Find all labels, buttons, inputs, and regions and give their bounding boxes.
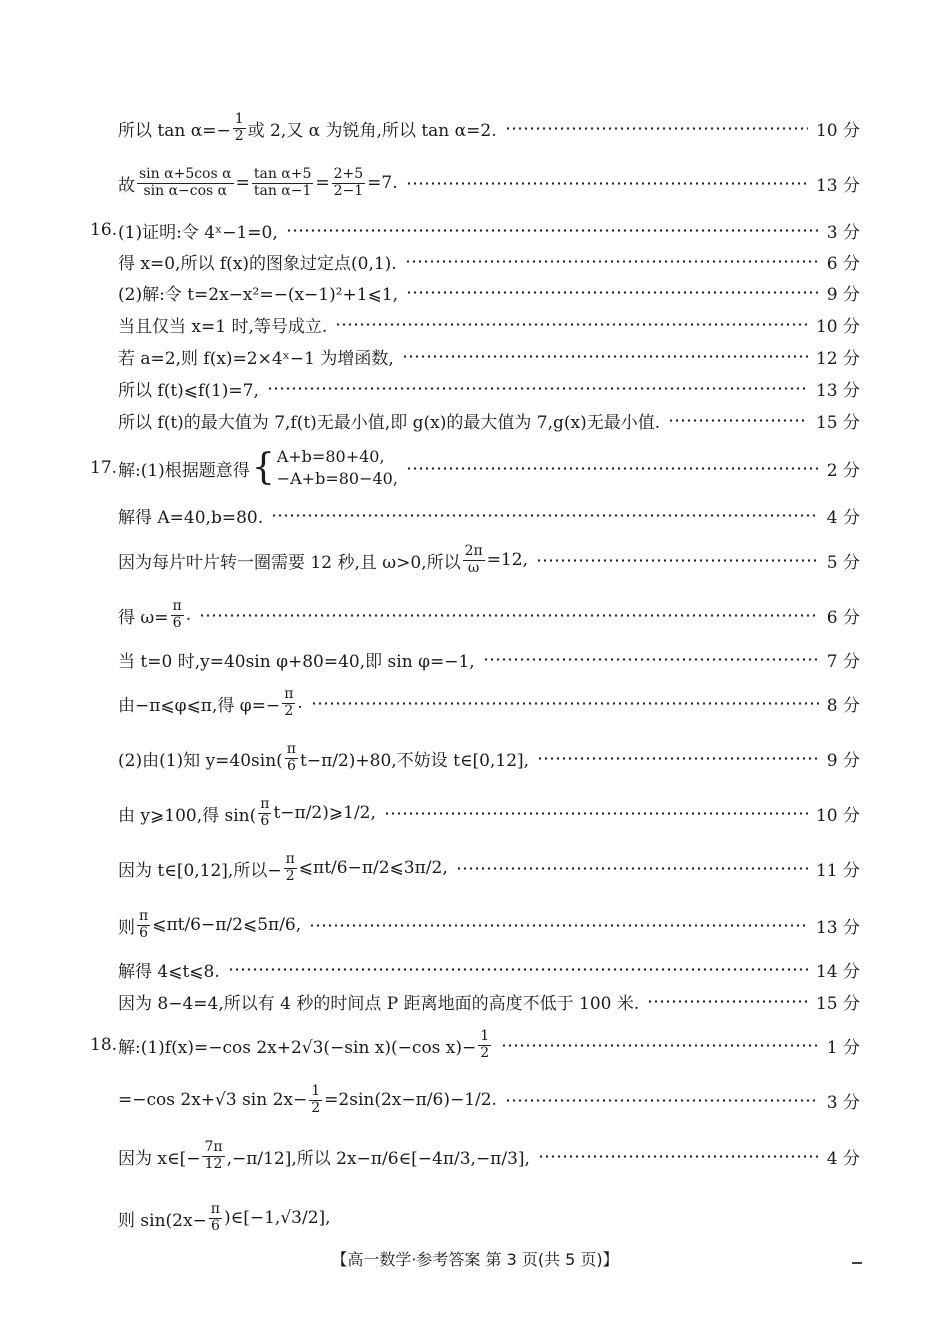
- line-text: 则 sin(2x−: [118, 1210, 207, 1231]
- line-text-after: ⩽πt/6−π/2⩽5π/6,: [152, 915, 302, 935]
- line-text-after: ,−π/12],所以 2x−π/6∈[−4π/3,−π/3],: [226, 1148, 530, 1169]
- answer-line: [90, 1025, 860, 1065]
- line-content: [118, 989, 639, 1014]
- fraction: [137, 909, 150, 941]
- brace-icon: {: [251, 447, 275, 488]
- denominator: 6: [172, 614, 182, 631]
- dot-leader: [228, 968, 808, 971]
- line-content: [118, 280, 398, 305]
- dot-leader: [311, 702, 819, 705]
- equation: −A+b=80−40,: [276, 469, 398, 488]
- line-content: [118, 647, 475, 672]
- fraction: [233, 112, 246, 144]
- line-content: [118, 1202, 331, 1234]
- dot-leader: [384, 812, 808, 815]
- numerator: 1: [311, 1083, 321, 1100]
- score-points: 10 分: [815, 316, 860, 337]
- answer-line: [90, 639, 860, 679]
- denominator: 2−1: [333, 182, 364, 199]
- line-content: [118, 742, 529, 774]
- line-text-after: .: [185, 605, 192, 625]
- line-content: [118, 957, 220, 982]
- score-points: 7 分: [826, 651, 860, 672]
- answer-line: [90, 163, 860, 203]
- line-content: [118, 249, 397, 274]
- line-content: [118, 544, 528, 576]
- score-points: 3 分: [826, 222, 860, 243]
- line-text: 当且仅当 x=1 时,等号成立.: [118, 316, 328, 337]
- answer-line: [90, 793, 860, 833]
- line-text: 若 a=2,则 f(x)=2×4ˣ−1 为增函数,: [118, 348, 394, 369]
- answer-line: [90, 108, 860, 148]
- line-text: 故: [118, 175, 135, 196]
- numerator: 2π: [464, 543, 483, 560]
- line-content: [118, 167, 398, 199]
- fraction: [463, 544, 485, 576]
- score-points: 13 分: [815, 380, 860, 401]
- line-text: 所以 tan α=−: [118, 120, 231, 141]
- score-points: 11 分: [815, 860, 860, 881]
- line-text-after: =7.: [367, 173, 398, 193]
- dot-leader: [405, 260, 819, 263]
- fraction: [478, 1029, 491, 1061]
- line-content: [118, 909, 301, 941]
- dot-leader: [199, 614, 819, 617]
- denominator: ω: [467, 559, 480, 576]
- numerator: 7π: [204, 1139, 223, 1156]
- denominator: 2: [284, 702, 294, 719]
- dot-leader: [406, 291, 819, 294]
- dot-leader: [536, 559, 819, 562]
- line-text: 解:(1)根据题意得: [118, 460, 250, 481]
- line-text-after: .: [297, 693, 303, 713]
- score-points: 6 分: [826, 253, 860, 274]
- page-footer: 【高一数学·参考答案 第 3 页(共 5 页)】: [331, 1250, 619, 1269]
- score-points: 12 分: [815, 348, 860, 369]
- dot-leader: [538, 1155, 819, 1158]
- line-text-after: t−π/2)+80,不妨设 t∈[0,12],: [300, 750, 530, 771]
- dot-leader: [483, 658, 819, 661]
- line-content: [118, 1140, 530, 1172]
- line-text: 得 ω=: [118, 607, 169, 628]
- score-points: 15 分: [815, 993, 860, 1014]
- line-content: [118, 408, 660, 433]
- answer-line: [90, 981, 860, 1021]
- numerator: π: [172, 598, 182, 615]
- dot-leader: [668, 419, 808, 422]
- line-text-after: =2sin(2x−π/6)−1/2.: [324, 1090, 497, 1110]
- score-points: 9 分: [826, 750, 860, 771]
- denominator: tan α−1: [253, 182, 312, 199]
- line-text: 因为每片叶片转一圈需要 12 秒,且 ω>0,所以: [118, 552, 461, 573]
- answer-line: [90, 595, 860, 635]
- dot-leader: [335, 323, 808, 326]
- line-text-after: ⩽πt/6−π/2⩽3π/2,: [298, 858, 448, 878]
- line-text-after: )∈[−1,√3/2],: [224, 1208, 331, 1228]
- numerator: sin α+5cos α: [139, 166, 232, 183]
- line-text: 当 t=0 时,y=40sin φ+80=40,即 sin φ=−1,: [118, 651, 475, 672]
- line-text: 因为 8−4=4,所以有 4 秒的时间点 P 距离地面的高度不低于 100 米.: [118, 993, 640, 1014]
- line-text: 因为 t∈[0,12],所以−: [118, 860, 282, 881]
- score-points: 14 分: [815, 961, 860, 982]
- fraction: [252, 167, 314, 199]
- answer-line: [90, 540, 860, 580]
- score-points: 4 分: [826, 1148, 860, 1169]
- fraction: [332, 167, 366, 199]
- numerator: 1: [480, 1028, 490, 1045]
- answer-line: [90, 738, 860, 778]
- corner-mark: [852, 1262, 862, 1264]
- line-content: [118, 344, 394, 369]
- line-text: 由−π⩽φ⩽π,得 φ=−: [118, 695, 281, 716]
- score-points: 2 分: [826, 460, 860, 481]
- numerator: π: [139, 908, 149, 925]
- fraction: [171, 599, 184, 631]
- answer-line: [90, 495, 860, 535]
- numerator: tan α+5: [253, 166, 312, 183]
- denominator: 6: [260, 812, 270, 829]
- line-content: [118, 446, 398, 489]
- line-text: 所以 f(t)的最大值为 7,f(t)无最小值,即 g(x)的最大值为 7,g(x)无最小值.: [118, 412, 661, 433]
- dot-leader: [402, 355, 808, 358]
- score-points: 5 分: [826, 552, 860, 573]
- line-text: (2)由(1)知 y=40sin(: [118, 750, 283, 771]
- line-content: [118, 852, 448, 884]
- line-text: (2)解:令 t=2x−x²=−(x−1)²+1⩽1,: [118, 284, 399, 305]
- equation: A+b=80+40,: [276, 447, 385, 467]
- dot-leader: [309, 924, 808, 927]
- answer-line: [90, 683, 860, 723]
- score-points: 8 分: [826, 695, 860, 716]
- score-points: 13 分: [815, 175, 860, 196]
- line-text: 由 y⩾100,得 sin(: [118, 805, 257, 826]
- line-text-after: =12,: [486, 550, 528, 570]
- dot-leader: [406, 182, 808, 185]
- line-text: 则: [118, 917, 135, 938]
- answer-line: [90, 400, 860, 440]
- fraction: [282, 687, 295, 719]
- numerator: π: [286, 741, 296, 758]
- fraction: [258, 797, 271, 829]
- line-content: [118, 797, 376, 829]
- line-text: 因为 x∈[−: [118, 1148, 201, 1169]
- answer-line: [90, 1136, 860, 1176]
- line-text: 解得 4⩽t⩽8.: [118, 961, 220, 982]
- fraction: [137, 167, 234, 199]
- line-text-after: t−π/2)⩾1/2,: [273, 803, 376, 823]
- question-number: 16.: [90, 220, 118, 240]
- denominator: 2: [480, 1044, 490, 1061]
- fraction: [284, 852, 297, 884]
- answer-line: [90, 448, 860, 488]
- dot-leader: [505, 127, 808, 130]
- line-text: 解得 A=40,b=80.: [118, 507, 264, 528]
- denominator: 6: [139, 924, 149, 941]
- numerator: 2+5: [333, 166, 364, 183]
- dot-leader: [271, 514, 819, 517]
- denominator: sin α−cos α: [143, 182, 228, 199]
- fraction: [202, 1140, 224, 1172]
- dot-leader: [501, 1044, 819, 1047]
- denominator: 12: [204, 1155, 223, 1172]
- line-content: [118, 1084, 497, 1116]
- line-content: [118, 599, 191, 631]
- numerator: π: [284, 686, 294, 703]
- operator: =: [315, 173, 330, 193]
- answer-line: [90, 905, 860, 945]
- line-content: [118, 218, 278, 243]
- operator: =: [235, 173, 250, 193]
- question-number: 17.: [90, 458, 118, 478]
- line-content: [118, 112, 497, 144]
- question-number: 18.: [90, 1035, 118, 1055]
- numerator: 1: [234, 111, 244, 128]
- dot-leader: [505, 1099, 819, 1102]
- answer-line: [90, 1198, 860, 1238]
- numerator: π: [285, 851, 295, 868]
- denominator: 2: [234, 127, 244, 144]
- line-text: 所以 f(t)⩽f(1)=7,: [118, 380, 259, 401]
- score-points: 9 分: [826, 284, 860, 305]
- score-points: 6 分: [826, 607, 860, 628]
- line-content: [118, 503, 263, 528]
- fraction: [209, 1202, 222, 1234]
- line-content: [118, 376, 259, 401]
- equation-system: [277, 446, 398, 489]
- score-points: 13 分: [815, 917, 860, 938]
- dot-leader: [286, 229, 819, 232]
- dot-leader: [537, 757, 819, 760]
- score-points: 15 分: [815, 412, 860, 433]
- denominator: 6: [286, 757, 296, 774]
- denominator: 2: [311, 1099, 321, 1116]
- dot-leader: [406, 467, 819, 470]
- score-points: 3 分: [826, 1092, 860, 1113]
- numerator: π: [260, 796, 270, 813]
- line-content: [118, 687, 303, 719]
- fraction: [309, 1084, 322, 1116]
- line-content: [118, 312, 327, 337]
- line-text: =−cos 2x+√3 sin 2x−: [118, 1090, 308, 1110]
- score-points: 10 分: [815, 805, 860, 826]
- score-points: 1 分: [826, 1037, 860, 1058]
- dot-leader: [456, 867, 808, 870]
- dot-leader: [647, 1000, 808, 1003]
- denominator: 2: [285, 867, 295, 884]
- line-content: [118, 1029, 493, 1061]
- numerator: π: [210, 1201, 220, 1218]
- line-text: 解:(1)f(x)=−cos 2x+2√3(−sin x)(−cos x)−: [118, 1037, 477, 1058]
- fraction: [285, 742, 298, 774]
- line-text: (1)证明:令 4ˣ−1=0,: [118, 222, 278, 243]
- answer-line: [90, 848, 860, 888]
- line-text-after: 或 2,又 α 为锐角,所以 tan α=2.: [247, 120, 497, 141]
- score-points: 10 分: [815, 120, 860, 141]
- denominator: 6: [210, 1217, 220, 1234]
- dot-leader: [267, 387, 808, 390]
- answer-line: [90, 1080, 860, 1120]
- line-text: 得 x=0,所以 f(x)的图象过定点(0,1).: [118, 253, 397, 274]
- score-points: 4 分: [826, 507, 860, 528]
